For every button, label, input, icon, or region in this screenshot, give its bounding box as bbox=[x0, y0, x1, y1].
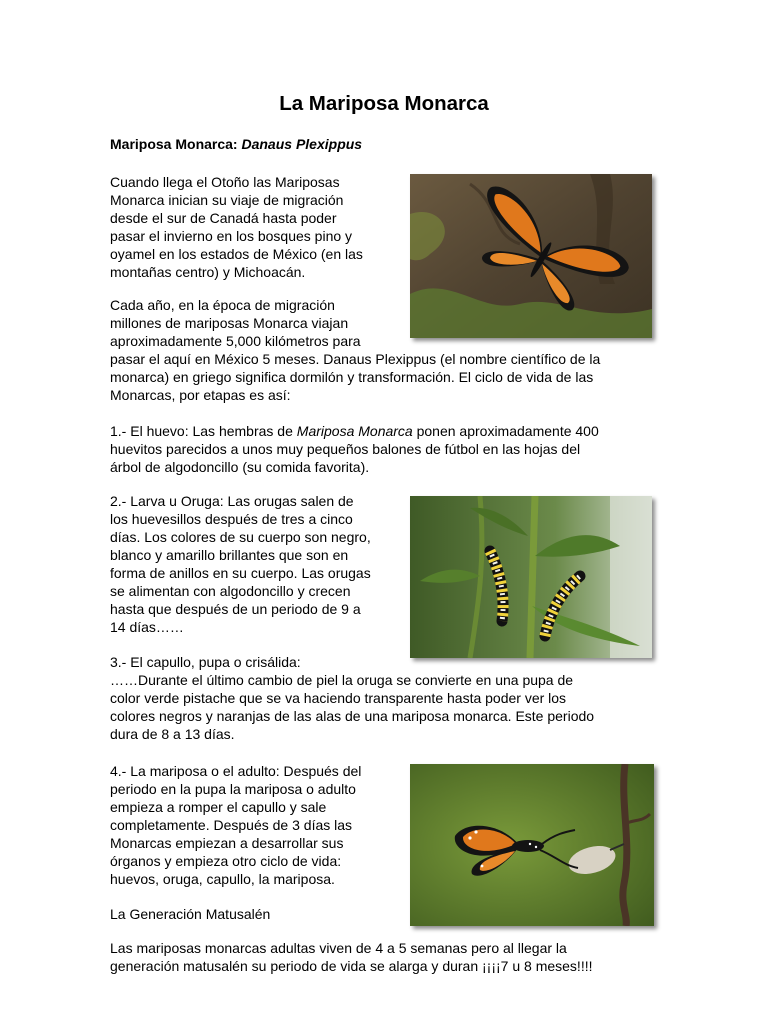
paragraph-5: 3.- El capullo, pupa o crisálida: ……Durante el último cambio de piel la oruga se convierte en una pupa de color verde pistache que se va haciendo transparente hasta poder ver los colores negros y naranjas de las alas de una mariposa monarca. Este periodo dura de 8 a 13 días. bbox=[110, 654, 595, 742]
paragraph-7: La Generación Matusalén bbox=[110, 906, 271, 922]
paragraph-4: 2.- Larva u Oruga: Las orugas salen de los huevesillos después de tres a cinco días. Los colores de su cuerpo son negro, blanco y amarillo brillantes que son en forma de anillos en su cuerpo. Las orugas se alimentan con algodoncillo y crecen hasta que después de un periodo de 9 a 14 días…… bbox=[110, 493, 371, 635]
subtitle bbox=[110, 136, 362, 152]
paragraph-6: 4.- La mariposa o el adulto: Después del periodo en la pupa la mariposa o adulto empieza a romper el capullo y sale completamente. Después de 3 días las Monarcas empiezan a desarrollar sus órganos y empieza otro ciclo de vida: huevos, oruga, capullo, la mariposa. bbox=[110, 763, 362, 887]
monarch-caterpillars-photo bbox=[410, 496, 652, 658]
page-title: La Mariposa Monarca bbox=[279, 92, 489, 115]
paragraph-3 bbox=[110, 422, 599, 476]
subtitle-species: Danaus Plexippus bbox=[241, 136, 363, 152]
paragraph-3-italic: Mariposa Monarca bbox=[296, 423, 413, 439]
paragraph-1: Cuando llega el Otoño las Mariposas Monarca inician su viaje de migración desde el sur de Canadá hasta poder pasar el invierno en los bosques pino y oyamel en los estados de México (en las montañas centro) y Michoacán. bbox=[110, 174, 363, 280]
paragraph-2: Cada año, en la época de migración millones de mariposas Monarca viajan aproximadamente 5,000 kilómetros para pasar el aquí en México 5 meses. Danaus Plexippus (el nombre científico de la monarca) en griego significa dormilón y transformación. El ciclo de vida de las Monarcas, por etapas es así: bbox=[110, 297, 601, 403]
paragraph-3-start: 1.- El huevo: Las hembras de bbox=[110, 423, 297, 439]
monarch-emerging-photo bbox=[410, 764, 654, 926]
paragraph-8: Las mariposas monarcas adultas viven de 4 a 5 semanas pero al llegar la generación matusalén su periodo de vida se alarga y duran ¡¡¡¡7 u 8 meses!!!! bbox=[110, 940, 593, 974]
subtitle-prefix: Mariposa Monarca: bbox=[110, 136, 242, 152]
paragraph-3-end: ponen aproximadamente 400 huevitos parecidos a unos muy pequeños balones de fútbol en las hojas del árbol de algodoncillo (su comida favorita). bbox=[110, 423, 599, 475]
emerging-from-chrysalis-illustration bbox=[410, 764, 654, 926]
caterpillars-on-milkweed-illustration bbox=[410, 496, 652, 658]
